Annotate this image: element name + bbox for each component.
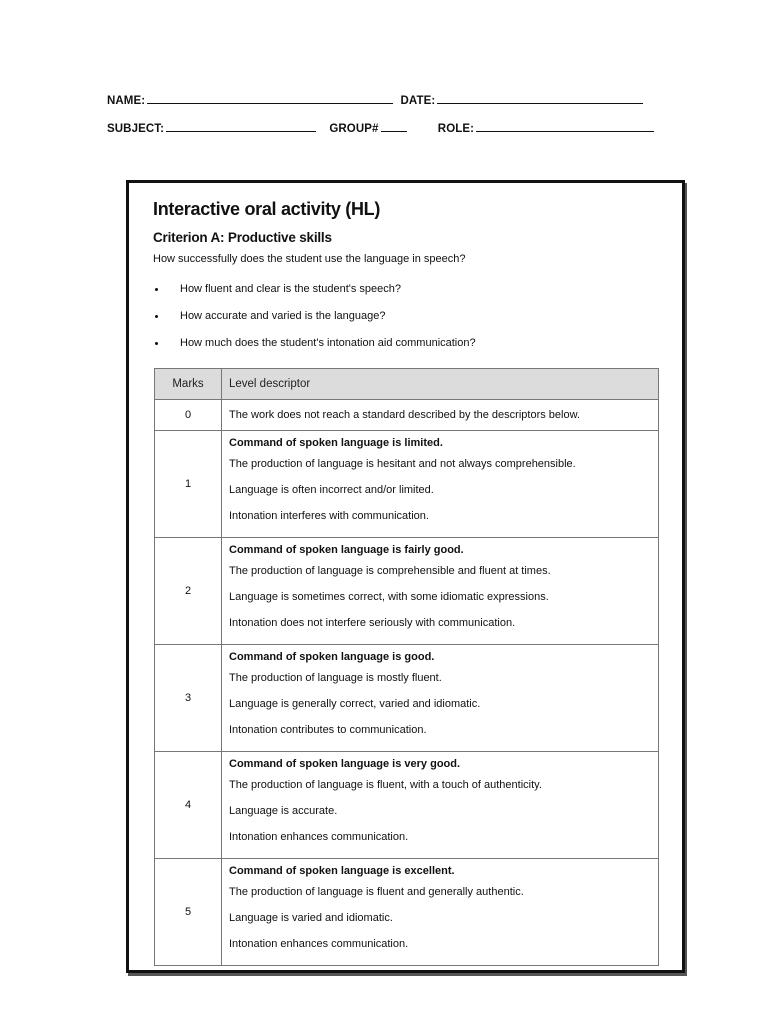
descriptor-line: The production of language is hesitant and not always comprehensible.	[229, 458, 576, 470]
descriptor-line: Language is generally correct, varied and idiomatic.	[229, 698, 481, 710]
bullet-dot-icon	[155, 342, 158, 345]
criterion-bullets	[153, 283, 476, 364]
descriptor-heading: Command of spoken language is excellent.	[229, 865, 455, 877]
marks-column-header: Marks	[155, 369, 222, 400]
group-label: GROUP#	[329, 123, 379, 135]
descriptor-line: Intonation enhances communication.	[229, 831, 409, 843]
descriptor-heading: Command of spoken language is good.	[229, 651, 435, 663]
descriptor-line: Intonation contributes to communication.	[229, 724, 427, 736]
rubric-card	[126, 180, 685, 973]
descriptor-column-header: Level descriptor	[222, 369, 659, 400]
role-label: ROLE:	[437, 123, 475, 135]
descriptor-line: Intonation enhances communication.	[229, 938, 409, 950]
table-row	[155, 645, 659, 752]
bullet-item	[153, 310, 476, 337]
table-row	[155, 752, 659, 859]
descriptor-cell	[222, 752, 659, 859]
criterion-question: How successfully does the student use the language in speech?	[153, 253, 466, 265]
bullet-text: How fluent and clear is the student's speech?	[180, 283, 402, 295]
level-descriptor-table	[154, 368, 659, 966]
descriptor-cell	[222, 859, 659, 966]
header-line-2	[107, 121, 658, 135]
descriptor-text: The work does not reach a standard described by the descriptors below.	[222, 400, 659, 431]
bullet-dot-icon	[155, 288, 158, 291]
mark-value: 2	[155, 538, 222, 645]
descriptor-line: Language is sometimes correct, with some idiomatic expressions.	[229, 591, 549, 603]
bullet-dot-icon	[155, 315, 158, 318]
bullet-text: How accurate and varied is the language?	[180, 310, 386, 322]
subject-label: SUBJECT:	[107, 123, 165, 135]
descriptor-cell	[222, 431, 659, 538]
activity-title: Interactive oral activity (HL)	[153, 199, 381, 219]
name-label: NAME:	[107, 95, 146, 107]
subject-blank[interactable]	[166, 121, 316, 132]
mark-value: 5	[155, 859, 222, 966]
mark-value: 1	[155, 431, 222, 538]
date-label: DATE:	[400, 95, 436, 107]
table-header-row	[155, 369, 659, 400]
date-blank[interactable]	[437, 93, 643, 104]
descriptor-line: Language is often incorrect and/or limited.	[229, 484, 434, 496]
name-blank[interactable]	[147, 93, 393, 104]
descriptor-line: The production of language is mostly fluent.	[229, 672, 442, 684]
descriptor-heading: Command of spoken language is very good.	[229, 758, 461, 770]
table-row	[155, 538, 659, 645]
bullet-text: How much does the student's intonation aid communication?	[180, 337, 476, 349]
bullet-item	[153, 283, 476, 310]
group-blank[interactable]	[381, 121, 407, 132]
mark-value: 3	[155, 645, 222, 752]
descriptor-cell	[222, 645, 659, 752]
bullet-item	[153, 337, 476, 364]
descriptor-line: The production of language is fluent and generally authentic.	[229, 886, 524, 898]
descriptor-line: Language is varied and idiomatic.	[229, 912, 393, 924]
header-line-1	[107, 93, 647, 107]
mark-value: 0	[155, 400, 222, 431]
descriptor-line: Intonation interferes with communication.	[229, 510, 429, 522]
mark-value: 4	[155, 752, 222, 859]
descriptor-heading: Command of spoken language is limited.	[229, 437, 443, 449]
criterion-title: Criterion A: Productive skills	[153, 230, 332, 245]
descriptor-heading: Command of spoken language is fairly good.	[229, 544, 464, 556]
table-row	[155, 400, 659, 431]
descriptor-line: The production of language is fluent, with a touch of authenticity.	[229, 779, 542, 791]
descriptor-line: Language is accurate.	[229, 805, 338, 817]
descriptor-cell	[222, 538, 659, 645]
table-row	[155, 859, 659, 966]
descriptor-line: Intonation does not interfere seriously with communication.	[229, 617, 516, 629]
descriptor-line: The production of language is comprehensible and fluent at times.	[229, 565, 551, 577]
table-row	[155, 431, 659, 538]
role-blank[interactable]	[476, 121, 654, 132]
